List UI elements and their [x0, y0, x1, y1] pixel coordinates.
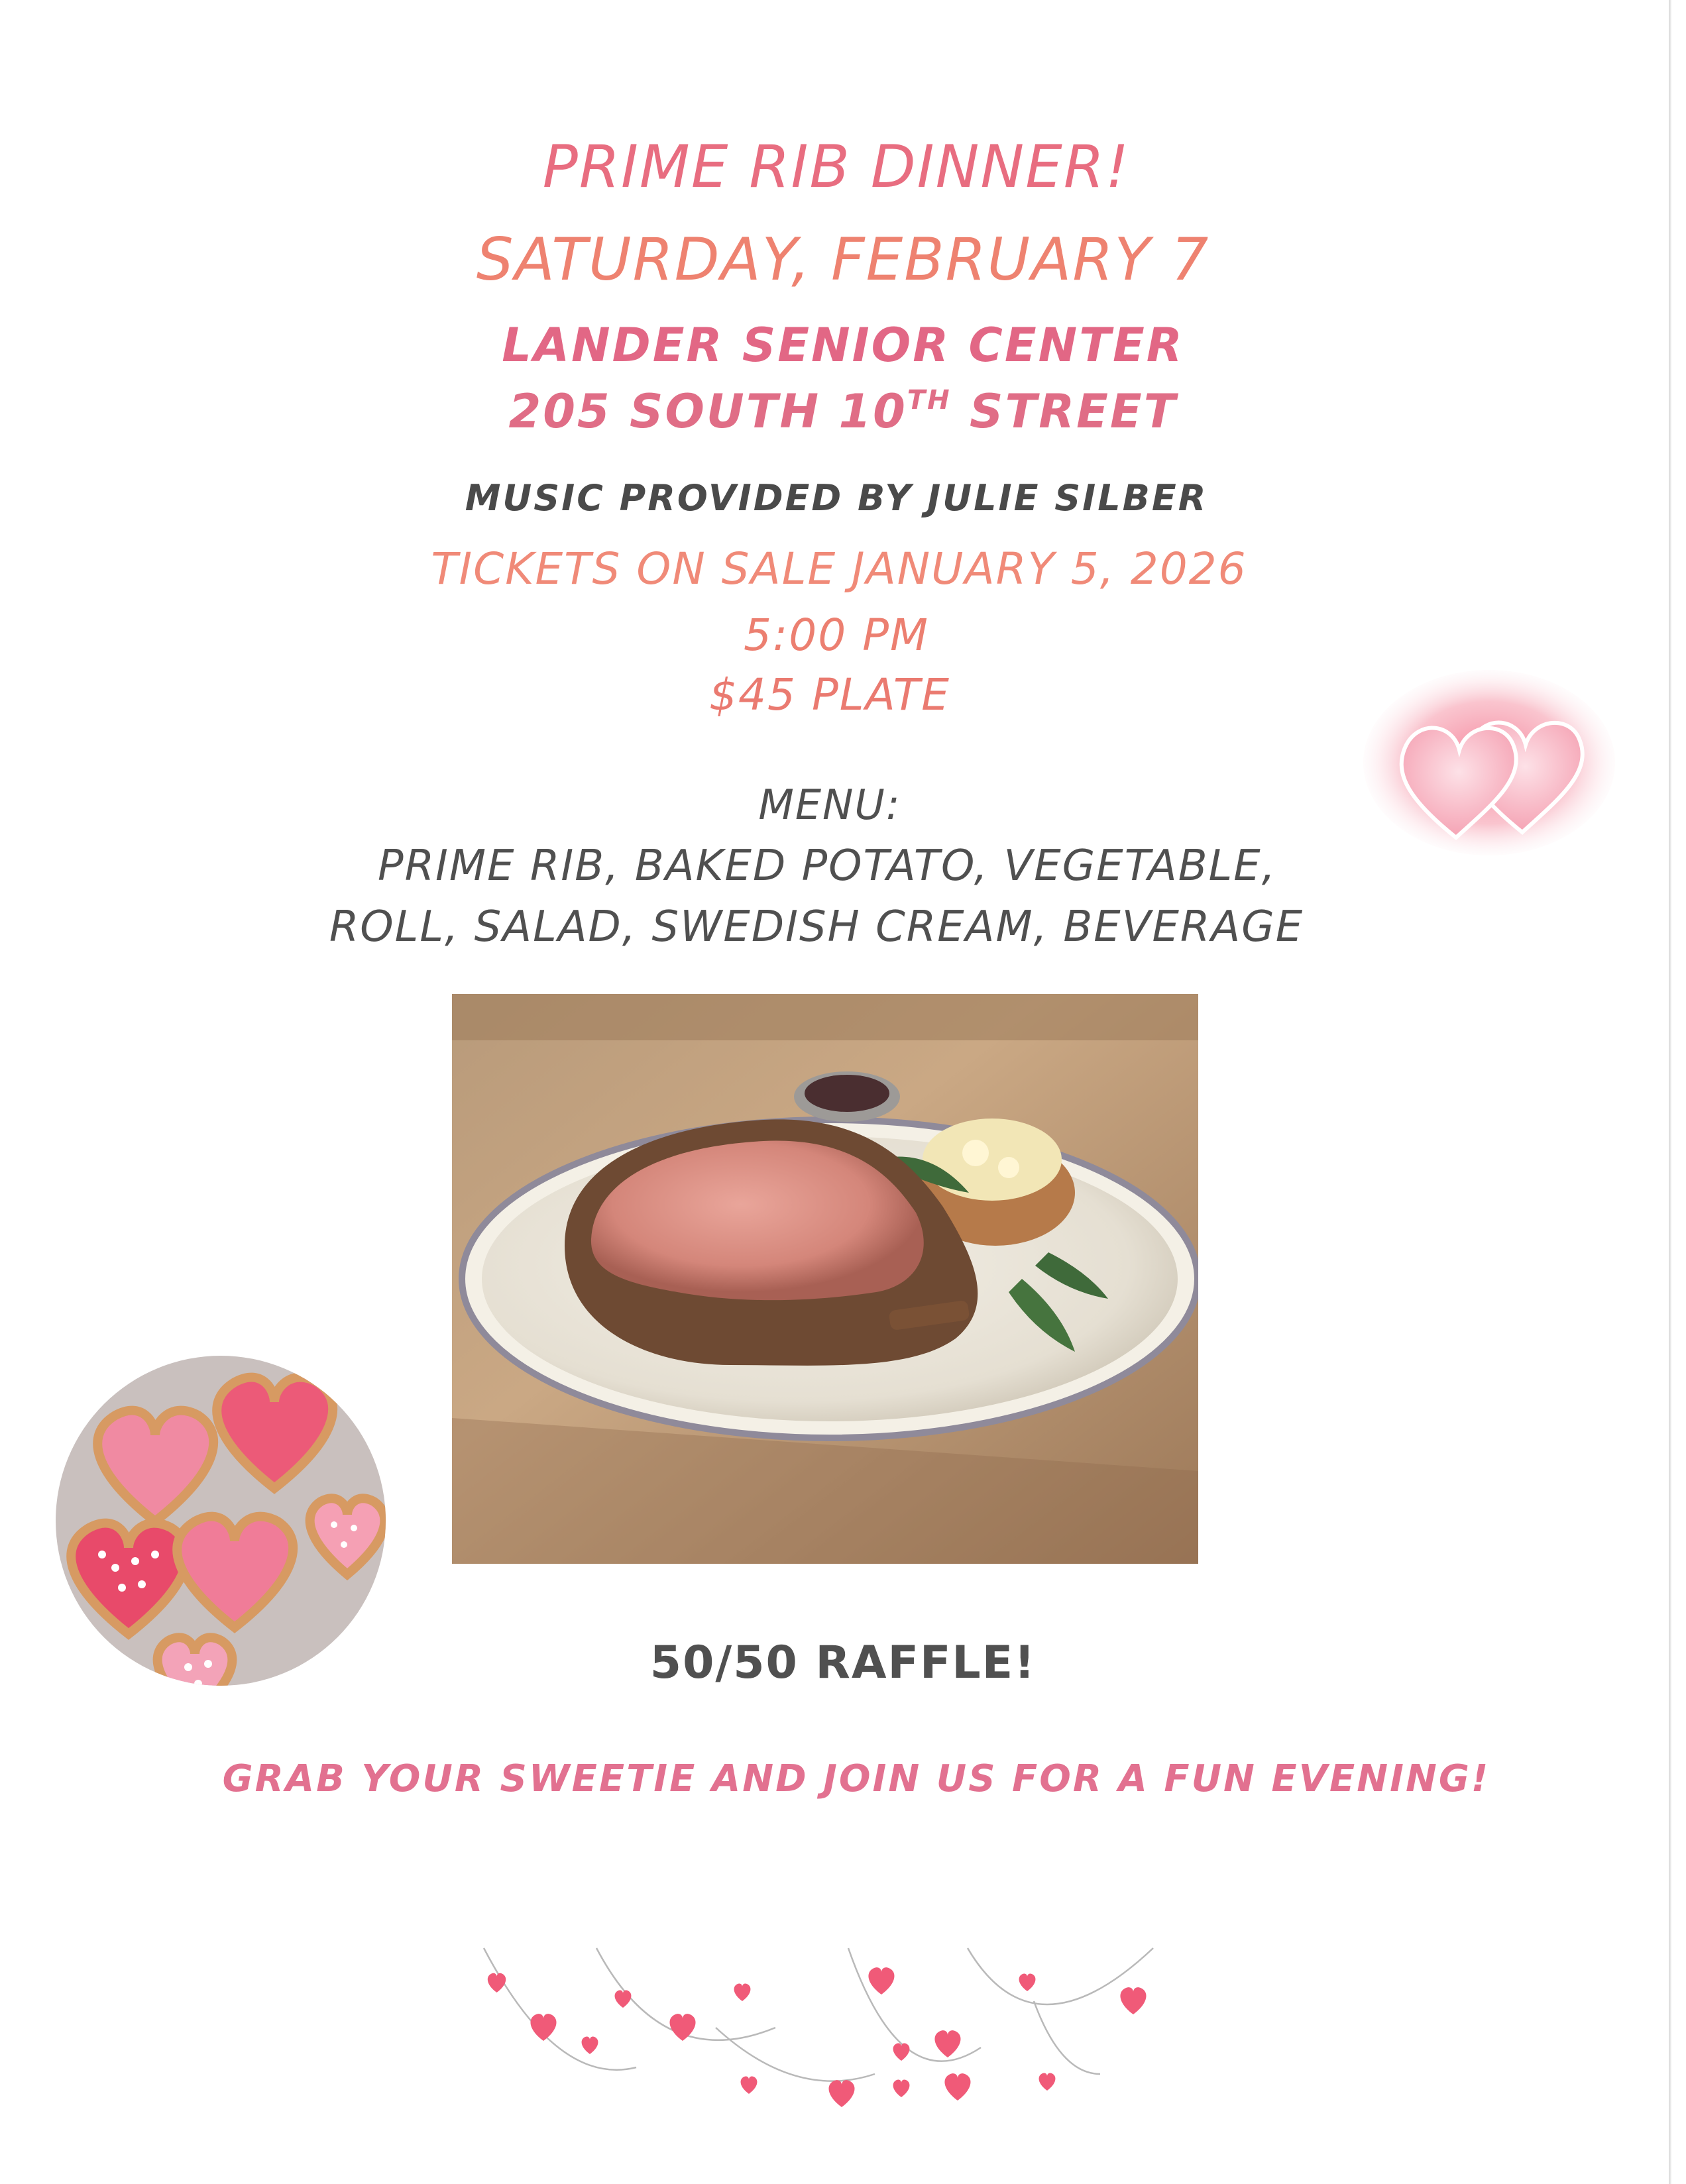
raffle-heading: 50/50 RAFFLE!: [649, 1637, 1037, 1689]
tickets-on-sale: TICKETS ON SALE JANUARY 5, 2026: [431, 543, 1247, 594]
menu-heading: MENU:: [758, 781, 901, 829]
event-venue: LANDER SENIOR CENTER: [502, 318, 1184, 372]
event-title: PRIME RIB DINNER!: [542, 133, 1131, 201]
prime-rib-photo: [452, 994, 1198, 1564]
address-suffix: TH: [907, 385, 952, 415]
tagline: GRAB YOUR SWEETIE AND JOIN US FOR A FUN EVENING!: [222, 1757, 1490, 1800]
menu-line-2: ROLL, SALAD, SWEDISH CREAM, BEVERAGE: [329, 902, 1304, 952]
music-credit: MUSIC PROVIDED BY JULIE SILBER: [465, 477, 1208, 519]
address-street: STREET: [951, 384, 1178, 439]
event-date: SATURDAY, FEBRUARY 7: [476, 225, 1210, 294]
double-heart-icon: [1360, 667, 1618, 859]
event-address: [0, 384, 1686, 439]
menu-line-1: PRIME RIB, BAKED POTATO, VEGETABLE,: [377, 842, 1277, 891]
plate-price: $45 PLATE: [709, 669, 950, 720]
event-time: 5:00 PM: [744, 610, 929, 661]
heart-garland-icon: [464, 1941, 1180, 2120]
address-number: 205 SOUTH 10: [508, 384, 907, 439]
